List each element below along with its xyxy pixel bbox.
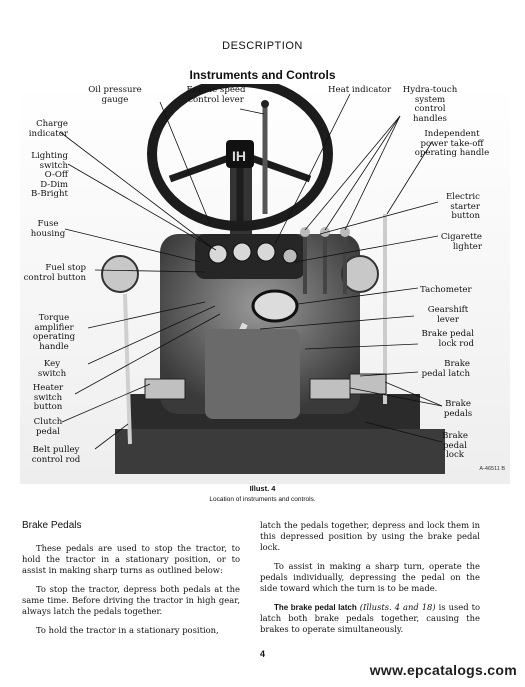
paragraph: These pedals are used to stop the tractor, to hold the tractor in a stationary position, or to assist in making sharp turns as outlined below:: [22, 543, 240, 575]
label-engine-speed-control-lever: Engine speed control lever: [186, 85, 246, 105]
paragraph: To hold the tractor in a stationary position,: [36, 625, 219, 635]
label-oil-pressure-gauge: Oil pressure gauge: [88, 85, 142, 105]
label-brake-pedal-lock: Brake pedal lock: [442, 431, 468, 460]
label-brake-pedal-lock-rod: Brake pedal lock rod: [421, 329, 474, 349]
label-belt-pulley-control-rod: Belt pulley control rod: [31, 445, 81, 465]
lighting-switch-line-4: B-Bright: [30, 189, 68, 199]
label-lighting-switch: [22, 152, 68, 200]
lighting-switch-line-3: D-Dim: [40, 179, 68, 190]
section-title: Instruments and Controls: [189, 68, 336, 82]
label-cigarette-lighter: Cigarette lighter: [440, 232, 482, 252]
label-fuel-stop-control-button: Fuel stop control button: [23, 263, 86, 283]
label-brake-pedal-latch: Brake pedal latch: [421, 359, 470, 379]
lighting-switch-line-1: Lighting switch: [31, 151, 68, 171]
label-heater-switch-button: Heater switch button: [32, 383, 64, 412]
label-gearshift-lever: Gearshift lever: [427, 305, 469, 325]
svg-text:IH: IH: [232, 148, 246, 164]
label-electric-starter-button: Electric starter button: [445, 192, 480, 221]
paragraph-brake-latch: [260, 602, 480, 635]
label-heat-indicator: Heat indicator: [328, 85, 392, 95]
illustration-reference: (Illusts. 4 and 18): [359, 602, 436, 612]
paragraph: To assist in making a sharp turn, operate the pedals individually, depressing the pedal on the side toward which the turn is to be made.: [260, 561, 480, 593]
bold-term: The brake pedal latch: [274, 603, 357, 612]
label-brake-pedals: Brake pedals: [443, 399, 473, 419]
body-left-column: [22, 520, 240, 644]
watermark-text: www.epcatalogs.com: [369, 662, 517, 678]
label-tachometer: Tachometer: [420, 285, 472, 295]
label-key-switch: Key switch: [37, 359, 67, 379]
page-number: 4: [259, 649, 265, 659]
figure-code: A-46511 B: [479, 466, 505, 472]
label-clutch-pedal: Clutch pedal: [33, 417, 63, 437]
page-title: DESCRIPTION: [222, 40, 303, 52]
figure-caption-text: Location of instruments and controls.: [209, 496, 316, 503]
label-charge-indicator: Charge indicator: [28, 119, 68, 139]
figure-caption-number: Illust. 4: [249, 484, 276, 493]
body-right-column: [260, 520, 480, 643]
section-heading-brake-pedals: Brake Pedals: [22, 520, 82, 531]
lighting-switch-line-2: O-Off: [44, 170, 68, 180]
label-torque-amplifier-handle: Torque amplifier operating handle: [32, 313, 76, 352]
paragraph: latch the pedals together, depress and lock them in this depressed position by using the brake pedal lock.: [260, 520, 480, 552]
label-independent-pto-handle: Independent power take-off operating handle: [414, 129, 490, 158]
paragraph: To stop the tractor, depress both pedals at the same time. Before driving the tractor in high gear, always latch the pedals together.: [22, 584, 240, 616]
paragraph-rest: is used to latch both brake pedals together, causing the brakes to operate simultaneously.: [260, 602, 480, 634]
label-hydra-touch-handles: Hydra-touch system control handles: [402, 85, 458, 124]
label-fuse-housing: Fuse housing: [30, 219, 66, 239]
